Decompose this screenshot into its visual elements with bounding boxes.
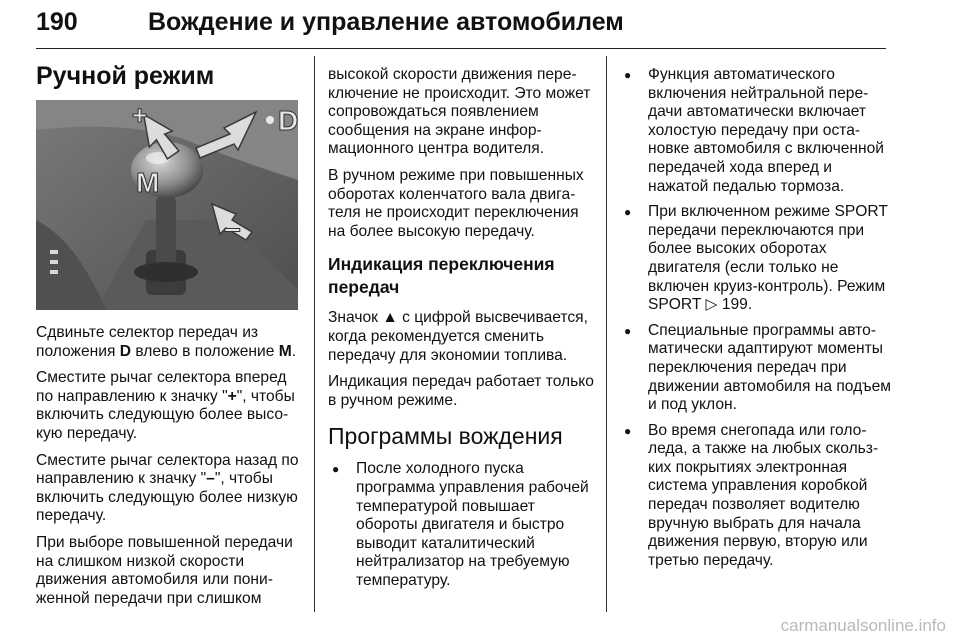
gate-mark: [50, 260, 58, 264]
lever-boot: [134, 262, 198, 282]
paragraph-high-rpm: В ручном режиме при повышенных оборотах коленчатого вала двигателя не происходит переключения на более высокую передачу.: [328, 166, 584, 240]
column-2: [328, 66, 598, 597]
plus-label: +: [132, 100, 148, 130]
m-label: M: [136, 167, 160, 198]
gear-selector-illustration: [36, 100, 298, 310]
header-rule: [36, 48, 886, 49]
list-item: ● Специальные программы автоматически адаптируют моменты переключения передач при движении автомобиля на подъем и под уклон.: [620, 322, 892, 415]
column-1: [36, 324, 304, 616]
column-divider-1: [314, 56, 315, 612]
subheading-shift-indicator: Индикация переключения передач: [328, 254, 555, 298]
d-position-dot: [266, 116, 274, 124]
paragraph-no-shift: высокой скорости движения переключение не происходит. Это может сопровождаться появлением сообщения на экране информационного центра водителя.: [328, 66, 591, 158]
list-item: ● Во время снегопада или гололеда, а также на любых скользких покрытиях электронная система управления коробкой передач позволяет водителю вручную выбрать для начала движения первую, вторую или третью передачу.: [620, 422, 892, 571]
paragraph-downshift: Сместите рычаг селектора назад по направлению к значку "–", чтобы включить следующую более низкую передачу.: [36, 451, 299, 525]
d-symbol: D: [119, 342, 132, 360]
gate-mark: [50, 270, 58, 274]
m-symbol: M: [278, 342, 292, 360]
watermark: carmanualsonline.info: [780, 616, 946, 635]
gear-selector-drawing: [36, 100, 298, 310]
list-item: ● При включенном режиме SPORT передачи переключаются при более высоких оборотах двигателя (если только не включен круиз-контроль). Режим SPORT ▷ 199.: [620, 203, 892, 315]
chapter-title: Вождение и управление автомобилем: [148, 8, 624, 36]
shift-lever-stem: [156, 196, 176, 266]
paragraph-move-selector: Сдвиньте селектор передач из положения D влево в положение M.: [36, 324, 297, 360]
page-header: [36, 4, 886, 50]
plus-symbol: +: [227, 387, 237, 405]
driving-programs-list-continued: [620, 66, 892, 570]
page-reference-icon: ▷: [705, 296, 718, 314]
list-item: ● Функция автоматического включения нейтральной передачи автоматически включает холостую передачу при остановке автомобиля с включенной передачей хода вперед и нажатой педалью тормоза.: [620, 66, 892, 196]
driving-programs-list: [328, 460, 598, 590]
paragraph-upshift: Сместите рычаг селектора вперед по направлению к значку "+", чтобы включить следующую более высокую передачу.: [36, 369, 295, 442]
column-divider-2: [606, 56, 607, 612]
paragraph-speed-warning: При выборе повышенной передачи на слишком низкой скорости движения автомобиля или пониженной передачи при слишком: [36, 533, 293, 607]
page-number: 190: [36, 8, 78, 36]
heading-driving-programs: Программы вождения: [328, 423, 563, 450]
paragraph-indicator-manual: Индикация передач работает только в ручном режиме.: [328, 373, 594, 409]
paragraph-shift-indicator: Значок ▲ с цифрой высвечивается, когда рекомендуется сменить передачу для экономии топлива.: [328, 309, 588, 364]
d-label: D: [278, 105, 298, 136]
section-title: Ручной режим: [36, 62, 215, 90]
selector-marks: [50, 250, 58, 274]
triangle-up-icon: ▲: [382, 309, 398, 327]
minus-symbol: –: [206, 470, 215, 488]
page-reference[interactable]: 199.: [717, 296, 753, 314]
gate-mark: [50, 250, 58, 254]
column-3: [620, 66, 892, 577]
list-item: ● После холодного пуска программа управления рабочей температурой повышает обороты двигателя и быстро выводит каталитический нейтрализатор на требуемую температуру.: [328, 460, 598, 590]
minus-label: –: [224, 212, 241, 245]
